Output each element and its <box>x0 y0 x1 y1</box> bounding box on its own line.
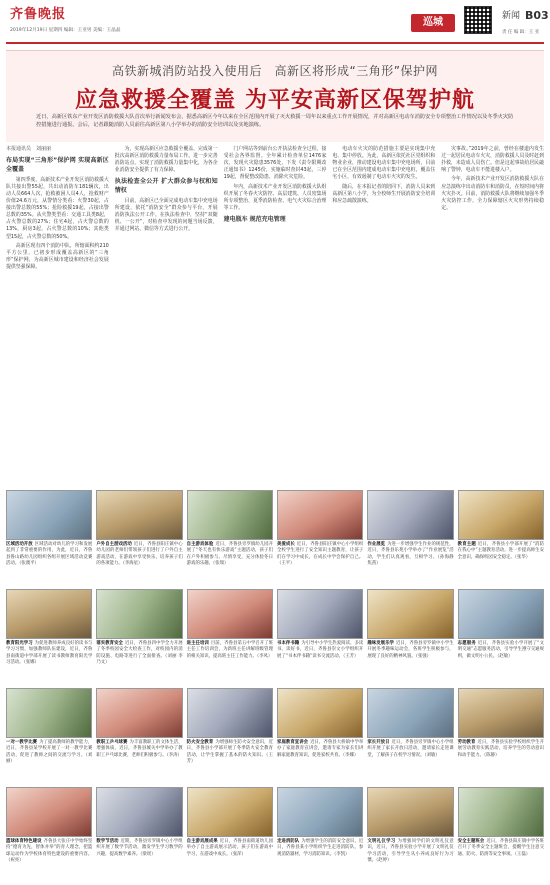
caption-title: 作业展览 <box>367 542 386 547</box>
article-column <box>115 146 218 404</box>
photo-caption <box>367 542 459 568</box>
news-photo <box>458 589 544 639</box>
news-card <box>96 589 182 684</box>
photo-caption <box>458 740 544 759</box>
caption-title: 防火安全教育 <box>186 740 214 745</box>
photo-caption <box>187 839 273 858</box>
news-photo <box>6 688 92 738</box>
lead-paragraph: 近日，高新区铁东产业开发区消防救援大队首次举行新闻发布会，据悉高新区今年以来在全区范围内开展了灭火救援一周年以来重点工作开展情况，并对高新区电动车消防安全专项整治工作情况以及冬季火灾防控措施进行通报。会后，记者跟随消防人员前往高新区第八小学举办的消防安全培训以及实地演练。 <box>36 114 514 129</box>
photo-caption <box>96 839 182 858</box>
news-card <box>187 589 273 684</box>
news-card <box>6 787 92 882</box>
news-photo <box>96 490 182 540</box>
news-card <box>6 589 92 684</box>
news-card <box>367 787 453 882</box>
news-photo <box>458 688 544 738</box>
news-photo <box>187 589 273 639</box>
news-photo <box>6 787 92 837</box>
news-photo <box>277 688 363 738</box>
news-card <box>458 490 544 585</box>
news-card <box>277 490 363 585</box>
caption-text: 为进一步增强学生作业的规范性，近日，齐鲁县乐苑小学举办了“作业展览”活动，学生们认真观看，互相学习。（孙海静 焦茜） <box>367 542 459 567</box>
photo-caption <box>96 740 182 759</box>
photo-caption <box>277 542 363 568</box>
news-card <box>6 688 92 783</box>
news-photo <box>367 490 453 540</box>
news-card <box>6 490 92 585</box>
photo-caption <box>277 641 363 660</box>
news-photo <box>277 787 363 837</box>
news-card <box>277 589 363 684</box>
news-photo <box>367 787 453 837</box>
caption-title: 走进消防队 <box>277 839 300 844</box>
photo-caption <box>6 641 92 667</box>
byline: 本报通讯员 刘丽丽 <box>6 146 52 152</box>
caption-title: 自主游戏展成果 <box>186 839 218 844</box>
paragraph: 为，实现高新区应急救援全覆盖，完成第一批次高新区消防救援力量布局工作。进一步完善消防站点，实现了消防救援力量集中化，为各企业消防安全提供了有力保障。 <box>114 146 218 174</box>
article-body <box>6 146 544 404</box>
photo-caption <box>367 641 453 660</box>
caption-text: 区域活动对幼儿的学习和发展起到了非常重要的作用，为此，近日，齐鲁县鲁山路幼儿园组织各组开展区域活动竞赛活动。（张澳平） <box>6 542 93 567</box>
news-photo <box>277 490 363 540</box>
headline-block <box>6 50 544 142</box>
section-tab: 巡城 <box>411 14 455 32</box>
photo-caption <box>6 839 92 865</box>
main-headline: 应急救援全覆盖 为平安高新区保驾护航 <box>75 87 475 113</box>
caption-text: 近日，齐鲁县旁罗镇中心小学组织开展了家长开放日活动，邀请家长走进课堂，了解孩子在校学习情况。（刘敏） <box>367 740 454 758</box>
masthead <box>6 4 549 44</box>
paragraph: 电动车火灾的防范措施主要是实现集中充电、集中停放。为此，高新区依托社区党组织和物业企业，推动建设电动车集中充电场所，目前已在全区范围内建成电动车集中充电桩，覆盖住宅小区，有效遏制了电动车火灾的发生。 <box>332 146 436 181</box>
caption-text: 为引导中小学生热爱阅读、多读书、读好书，近日，齐鲁县崇文小学组织开展了“书本伴书籍”读书交流活动。（王芳） <box>277 641 364 659</box>
caption-title: 文明礼仪学习 <box>367 839 396 844</box>
caption-title: 志愿服务 <box>457 641 476 646</box>
caption-text: 为促进教师养成良好的读书与学习习惯，加强教师队伍建设，近日，齐鲁县南街道中学部开展了读书教师教育阳光学习活动。（张娜） <box>6 641 93 666</box>
news-card <box>367 490 459 585</box>
photo-caption <box>187 641 273 660</box>
caption-title: 趣味发展乐学 <box>367 641 394 646</box>
news-photo <box>277 589 363 639</box>
photo-caption <box>6 542 92 568</box>
paragraph: 随后，在本报记者的陪同下，消防人员来到高新区第八小学，为全校师生开展消防安全培训和应急疏散演练。 <box>332 183 436 204</box>
caption-title: 劳动教育 <box>457 740 476 745</box>
paragraph: 第四季度，高新技术产业开发区消防救援大队共接出警55起，共出动消防车181辆次，出动人员664人次，抢救被困人员4人，抢救财产价值24.6万元，从警情分类看：火警30起，占接出警总数的55%；抢险救援19起，占接出警总数的35%。从火警类型看：交通工具类8起，占火警总数的27%；住宅4起，占火警总数的13%，厨房3起，占火警总数的10%；其他类型15起，占火警总数的50%。 <box>6 176 109 240</box>
page-number: B03 <box>525 9 549 22</box>
caption-title: 家长开放日 <box>367 740 390 745</box>
photo-caption <box>96 641 182 667</box>
caption-text: 近日，齐鲁县阳庄镇中学各班召开了冬季安全主题班会，提醒学生注意交通、防火、防滑等安全事项。（王磊） <box>457 839 544 857</box>
article-column <box>224 146 327 404</box>
caption-title: 安全主题班会 <box>457 839 485 844</box>
caption-text: 近日，齐鲁县阳庄镇中心幼儿园的老师们带领孩子们进行了户外自主游戏活动，在游戏中享受快乐，培养孩子们的各项能力。（李海星） <box>96 542 183 567</box>
caption-text: 齐鲁县大张庄中学始终坚持“德育为先，智体并举”的育人理念，把篮球运动作为学校体育特色建设的重要内容。（祝亮） <box>6 839 93 864</box>
caption-text: 为了提高教师的教学能力，近日，齐鲁县某学校开展了一对一教学比赛活动，促进了教师之间的交流与学习。（刘丽） <box>6 740 93 765</box>
caption-text: 近日，齐鲁县南街道幼儿园举办了自主游戏展示活动，孩子们在游戏中学习，在游戏中成长。（张萍） <box>186 839 273 857</box>
caption-text: 近日，齐鲁县大桥镇中学举办了家庭教育宣讲会，邀请专家为家长们讲解家庭教育知识，促进家校共育。（李娜） <box>277 740 364 758</box>
date-line: 2019年12月19日 星期四 编辑：王亚男 美编：王晶晶 <box>10 28 121 33</box>
caption-title: 一对一教学比赛 <box>6 740 38 745</box>
news-photo <box>458 787 544 837</box>
news-photo <box>6 490 92 540</box>
news-photo <box>187 787 273 837</box>
paragraph: 高新区现有四个消防中队，所辖面积约210平方公里，已初步形成覆盖高新区的“三角形”保护网，为高新区城市建设和经济社会发展提供坚强保障。 <box>6 242 109 270</box>
caption-title: 教职工乒乓球赛 <box>96 740 128 745</box>
caption-text: 目前，齐鲁县第五中学召开了班主任工作培训会，为新班主任讲解班级管理的相关知识，提高班主任工作能力。（李凤） <box>186 641 273 659</box>
news-photo <box>367 688 453 738</box>
caption-title: 教育主题 <box>457 542 476 547</box>
news-photo <box>187 490 273 540</box>
caption-text: 为丰富教职工的文体生活，增强体质，近日，齐鲁县城关中学举办了教职工乒乓球比赛，老师们积极参与。（李涛） <box>96 740 183 758</box>
paragraph: 目前，高新区已全面完成电动车集中充电场所建设，依托“消防安全”群众参与平台，开展消防执法公开工作。在执法检查中，坚持“双随机、一公开”，对检查中发现的问题当场反馈，并通过网站、微信等方式进行公开。 <box>114 197 218 233</box>
photo-caption <box>187 740 273 766</box>
caption-text: 近日，齐鲁县小学部开展了“消防在我心中”主题教育活动，进一步提高师生安全意识，确保校园安全稳定。（张华） <box>457 542 544 560</box>
caption-text: 为增强学生的消防安全意识，近日，齐鲁县某小学组织学生走进消防队，参观消防器材，学习消防知识。（李凯） <box>277 839 364 857</box>
article-column <box>441 146 544 404</box>
photo-caption <box>187 542 273 568</box>
news-card <box>367 589 453 684</box>
caption-title: 美爱成长 <box>277 542 295 547</box>
article-column <box>332 146 435 404</box>
subheading: 布局实现“三角形”保护网 实现高新区全覆盖 <box>6 157 109 173</box>
newspaper-logo: 齐鲁晚报 <box>10 7 67 22</box>
photo-caption <box>6 740 92 766</box>
news-card <box>187 787 273 882</box>
photo-caption <box>458 542 544 561</box>
caption-title: 进主任培训 <box>186 641 209 646</box>
subheading: 建电瓶车 规范充电管理 <box>223 215 286 223</box>
news-photo <box>96 787 182 837</box>
paragraph: 年内，高新技术产业开发区消防救援大队组织开展了冬春火灾防控、高层建筑、人员密集场所专项整治，夏季消防检查、电气火灾综合治理等工作。 <box>223 183 327 211</box>
news-card <box>96 490 182 585</box>
kicker-headline: 高铁新城消防站投入使用后 高新区将形成“三角形”保护网 <box>112 64 438 78</box>
caption-title: 篮球体育特色建设 <box>6 839 42 844</box>
caption-title: 教育阳光学习 <box>6 641 33 646</box>
caption-text: 近日，齐鲁县四中学全力开展了冬季校园安全大检查工作，对校园内的消防设施、电路等进行了全面排查。（刘丽 李乃文） <box>96 641 183 666</box>
caption-text: 为增强师生防火安全意识，近日，齐鲁县小学部开展了冬季防火安全教育活动，让学生掌握了基本的防火知识。（王芳） <box>186 740 273 765</box>
news-card <box>277 688 363 783</box>
caption-title: 家庭教育宣讲会 <box>277 740 309 745</box>
caption-text: 近日，齐鲁县阳庄镇中心小学组织全校学生进行了安全知识主题教育，让孩子们在学习中成长，在成长中学会保护自己。（王平） <box>277 542 364 567</box>
section-name: 新闻 <box>502 11 521 21</box>
caption-title: 书本伴书籍 <box>277 641 300 646</box>
news-photo <box>96 688 182 738</box>
news-photo <box>6 589 92 639</box>
photo-caption <box>367 740 453 759</box>
news-card <box>458 589 544 684</box>
news-card <box>96 688 182 783</box>
editor-credits: 责 任 编 辑：王 亚 <box>502 30 540 35</box>
photo-caption <box>277 839 363 858</box>
caption-title: 数学节活动 <box>96 839 119 844</box>
photo-caption <box>367 839 453 865</box>
caption-text: 近日，齐鲁县实验学校组织学生开展劳动教育实践活动，培养学生的劳动意识和动手能力。（陈静） <box>457 740 544 758</box>
caption-title: 自主游戏体验 <box>186 542 214 547</box>
photo-caption <box>458 641 544 660</box>
news-card <box>187 490 273 585</box>
paragraph: 今年，高新技术产业开发区消防救援大队在应急演练中出动消防车和消防员，在短时间内将火灾扑灭。目前，消防救援大队将继续加强冬季火灾防控工作，全力保障辖区火灾形势持续稳定。 <box>441 176 544 211</box>
subheading: 执法检查全公开 扩大群众参与权和知情权 <box>114 178 218 195</box>
news-card <box>277 787 363 882</box>
news-card <box>367 688 453 783</box>
caption-text: 近日，齐鲁县旁罗镇中小学生开展冬季趣味运动会，各班学生积极参与，展现了良好的精神风貌。（张强） <box>367 641 454 659</box>
news-card <box>187 688 273 783</box>
news-card <box>458 787 544 882</box>
photo-news-grid <box>6 490 544 882</box>
news-card <box>458 688 544 783</box>
caption-title: 区域活动开放 <box>6 542 33 547</box>
caption-text: 近期，齐鲁县旁罗镇中心小学组织开展了数学节活动，激发学生学习数学的兴趣，提高数学素养。（梁瑶） <box>96 839 183 857</box>
news-photo <box>187 688 273 738</box>
news-photo <box>367 589 453 639</box>
photo-caption <box>96 542 182 568</box>
photo-caption <box>277 740 363 759</box>
caption-text: 近日，齐鲁县实验小学开展了“文明交通”志愿服务活动，引导学生遵守交通规则，做文明小公民。（赵敏） <box>457 641 544 659</box>
caption-text: 近日，齐鲁县旁罗镇幼儿园开展了“冬天也有快乐游戏”主题活动，孩子们在户外积极参与、尽情享受，充分体验冬日游戏的乐趣。（张瑞） <box>186 542 273 567</box>
caption-title: 户外自主游戏活动 <box>96 542 132 547</box>
caption-text: 为增强同学们的文明礼仪意识，近日，齐鲁县实验小学开展了文明礼仪学习活动，引导学生从小养成良好行为习惯。（赵婷） <box>367 839 454 864</box>
article-column <box>6 146 109 404</box>
caption-title: 落实教育安全 <box>96 641 123 646</box>
qr-code-icon <box>464 6 492 34</box>
photo-caption <box>458 839 544 858</box>
news-photo <box>458 490 544 540</box>
news-card <box>96 787 182 882</box>
paragraph: 灾事故。”2019年之前，曾经在楼道内发生过一起居民电动车火灾，消防救援人员及时赶到扑救，未造成人员伤亡。但是这起事故给居民敲响了警钟，电动车不能进楼入户。 <box>441 146 544 174</box>
paragraph: 门户网站等到前台公开执法检查全过程，接受社会各界监督。全年累计检查单位1476家次，发现火灾隐患3576处，下发《责令限期改正通知书》1245份，实施临时查封43起，三停 19起，督促整改隐患，消除火灾危险。 <box>223 146 327 181</box>
news-photo <box>96 589 182 639</box>
